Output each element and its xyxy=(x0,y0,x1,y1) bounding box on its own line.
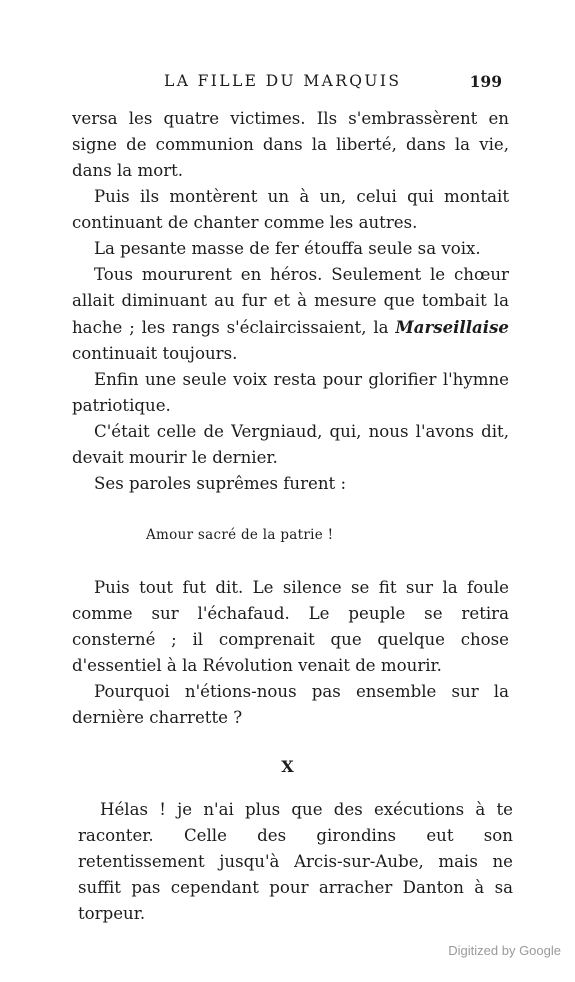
paragraph-continued: versa les quatre victimes. Ils s'embrassèrent en signe de communion dans la liberté, dans la vie, dans la mort. xyxy=(72,109,509,180)
paragraph-text: Tous moururent en héros. Seulement le chœur allait diminuant au fur et à mesure que tombait la hache ; les rangs s'éclaircissaient, la xyxy=(72,265,509,337)
paragraph: C'était celle de Vergniaud, qui, nous l'avons dit, devait mourir le dernier. xyxy=(72,422,509,467)
paragraph: Puis ils montèrent un à un, celui qui montait continuant de chanter comme les autres. xyxy=(72,187,509,232)
paragraph: Ses paroles suprêmes furent : xyxy=(94,474,347,493)
page-number: 199 xyxy=(469,72,502,91)
paragraph: La pesante masse de fer étouffa seule sa voix. xyxy=(94,239,481,258)
verse-quote: Amour sacré de la patrie ! xyxy=(146,527,334,543)
digitization-watermark: Digitized by Google xyxy=(448,943,561,958)
body-text xyxy=(72,106,509,497)
paragraph-text: continuait toujours. xyxy=(72,344,238,363)
running-head xyxy=(72,72,512,96)
body-text xyxy=(72,575,509,731)
running-title: LA FILLE DU MARQUIS xyxy=(164,72,402,90)
paragraph: Enfin une seule voix resta pour glorifier l'hymne patriotique. xyxy=(72,370,509,415)
italic-title: Marseillaise xyxy=(395,317,509,337)
body-text xyxy=(78,797,513,927)
paragraph: Hélas ! je n'ai plus que des exécutions à te raconter. Celle des girondins eut son retentissement jusqu'à Arcis-sur-Aube, mais ne suffit pas cependant pour arracher Danton à sa torpeur. xyxy=(78,800,513,923)
paragraph xyxy=(72,262,509,367)
paragraph: Puis tout fut dit. Le silence se fit sur la foule comme sur l'échafaud. Le peuple se retira consterné ; il comprenait que quelque chose d'essentiel à la Révolution venait de mourir. xyxy=(72,578,509,675)
section-number: X xyxy=(281,757,294,776)
paragraph: Pourquoi n'étions-nous pas ensemble sur la dernière charrette ? xyxy=(72,682,509,727)
